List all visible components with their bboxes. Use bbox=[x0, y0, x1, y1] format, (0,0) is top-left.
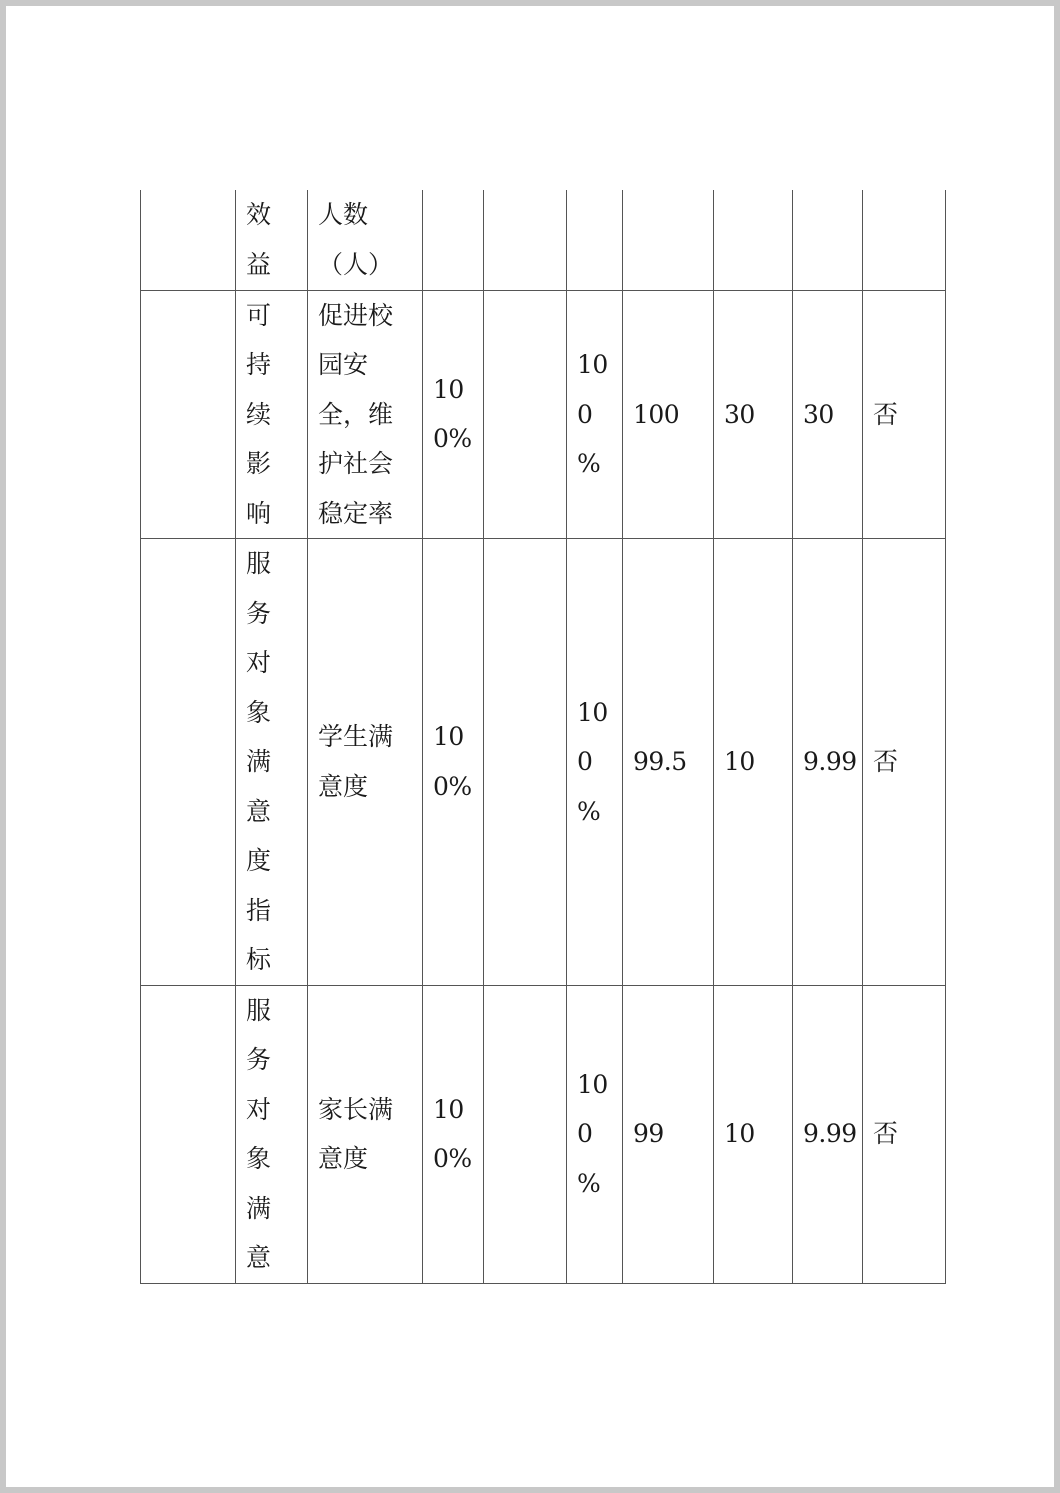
level1-cell bbox=[141, 985, 236, 1283]
deviation-cell: 否 bbox=[863, 985, 946, 1283]
full-score-cell: 10 bbox=[714, 539, 793, 986]
indicator-cell: 人数 （人） bbox=[308, 190, 423, 290]
actual-value-cell bbox=[567, 190, 623, 290]
table-row bbox=[141, 539, 946, 986]
score-cell: 9.99 bbox=[793, 539, 863, 986]
level2-cell: 可 持 续 影 响 bbox=[236, 290, 308, 539]
score-cell: 9.99 bbox=[793, 985, 863, 1283]
blank-cell bbox=[484, 539, 567, 986]
blank-cell bbox=[484, 290, 567, 539]
performance-table bbox=[140, 190, 946, 1284]
weight-cell: 99 bbox=[623, 985, 714, 1283]
level1-cell bbox=[141, 290, 236, 539]
deviation-cell: 否 bbox=[863, 539, 946, 986]
actual-value-cell: 10 0 % bbox=[567, 539, 623, 986]
full-score-cell: 30 bbox=[714, 290, 793, 539]
indicator-cell: 家长满 意度 bbox=[308, 985, 423, 1283]
full-score-cell bbox=[714, 190, 793, 290]
actual-value-cell: 10 0 % bbox=[567, 290, 623, 539]
table-row bbox=[141, 190, 946, 290]
weight-cell bbox=[623, 190, 714, 290]
indicator-cell: 促进校 园安 全，维 护社会 稳定率 bbox=[308, 290, 423, 539]
blank-cell bbox=[484, 190, 567, 290]
annual-target-cell: 10 0% bbox=[423, 985, 484, 1283]
level1-cell bbox=[141, 190, 236, 290]
annual-target-cell: 10 0% bbox=[423, 290, 484, 539]
level1-cell bbox=[141, 539, 236, 986]
level2-cell: 服 务 对 象 满 意 度 指 标 bbox=[236, 539, 308, 986]
annual-target-cell bbox=[423, 190, 484, 290]
indicator-cell: 学生满 意度 bbox=[308, 539, 423, 986]
deviation-cell bbox=[863, 190, 946, 290]
level2-cell: 效 益 bbox=[236, 190, 308, 290]
weight-cell: 99.5 bbox=[623, 539, 714, 986]
blank-cell bbox=[484, 985, 567, 1283]
full-score-cell: 10 bbox=[714, 985, 793, 1283]
actual-value-cell: 10 0 % bbox=[567, 985, 623, 1283]
level2-cell: 服 务 对 象 满 意 bbox=[236, 985, 308, 1283]
weight-cell: 100 bbox=[623, 290, 714, 539]
score-cell: 30 bbox=[793, 290, 863, 539]
score-cell bbox=[793, 190, 863, 290]
table-row bbox=[141, 290, 946, 539]
table-row bbox=[141, 985, 946, 1283]
deviation-cell: 否 bbox=[863, 290, 946, 539]
annual-target-cell: 10 0% bbox=[423, 539, 484, 986]
